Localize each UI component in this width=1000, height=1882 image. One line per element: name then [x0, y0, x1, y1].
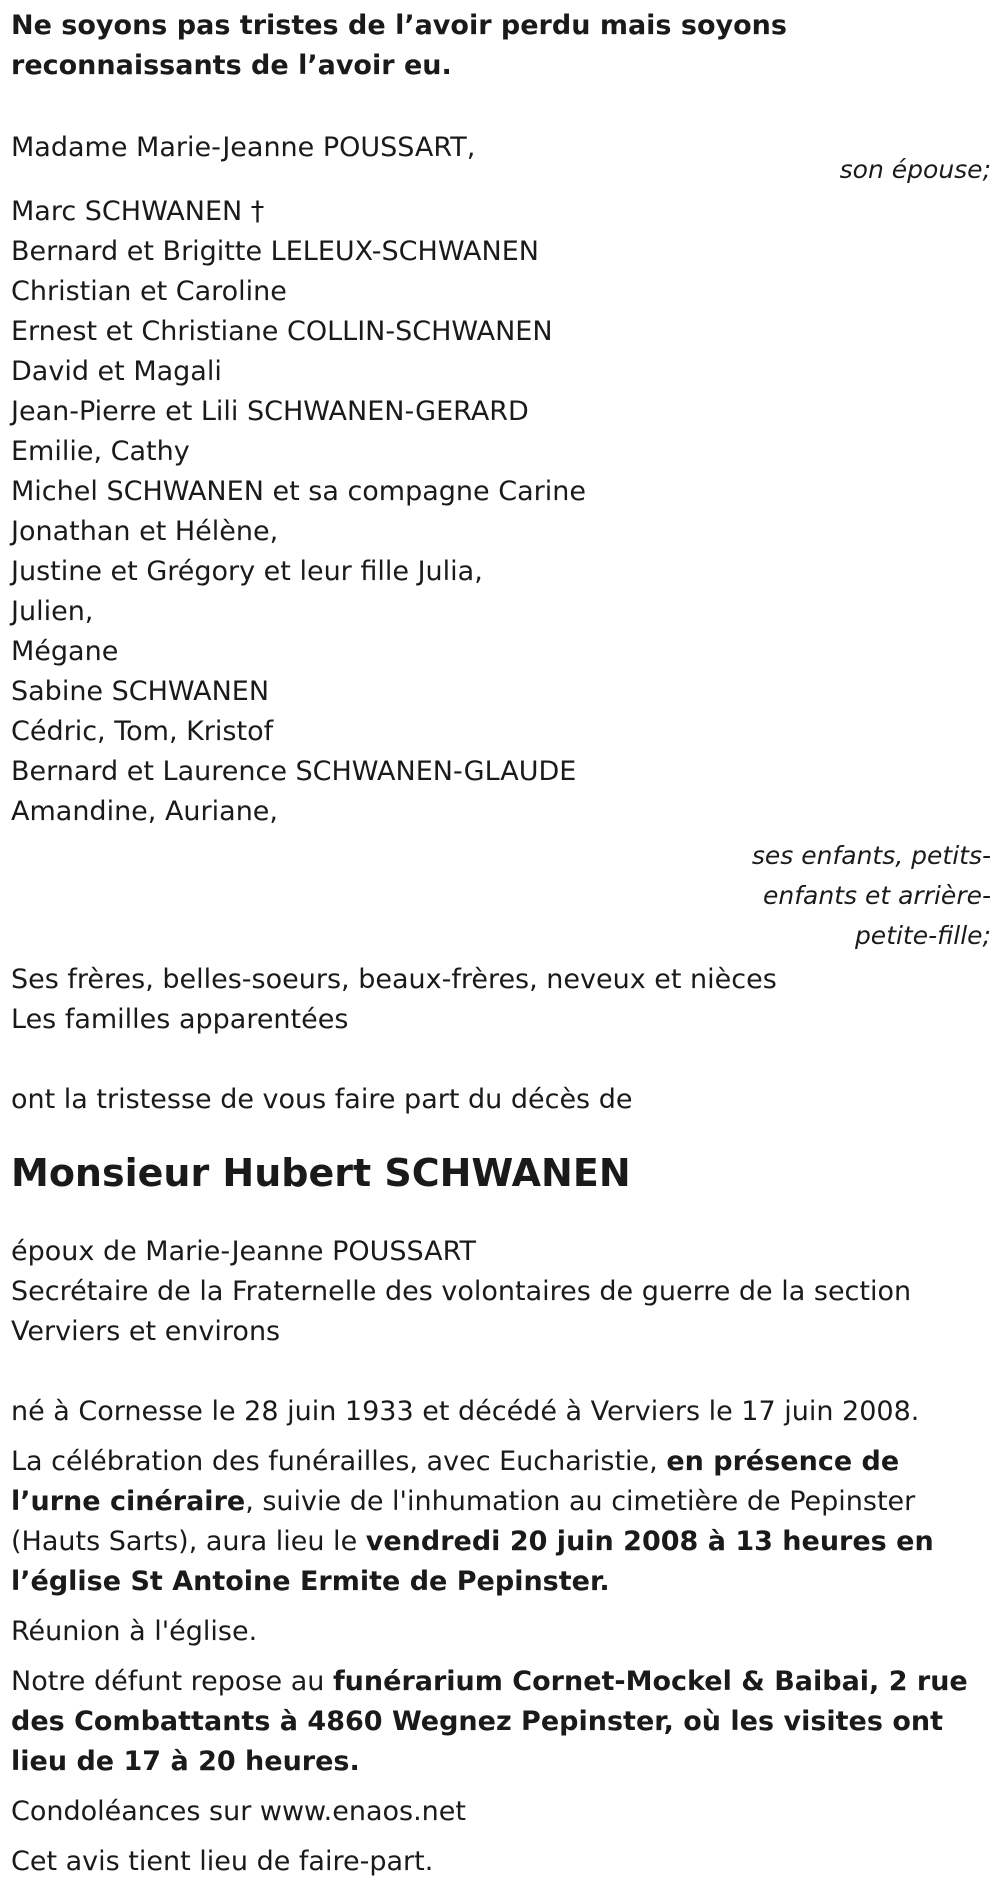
children-line: Cédric, Tom, Kristof — [11, 716, 274, 747]
children-line: Bernard et Brigitte LELEUX-SCHWANEN — [11, 236, 539, 267]
spouse-name: Madame Marie-Jeanne POUSSART, — [11, 132, 476, 163]
rest-text: Notre défunt repose au — [11, 1666, 333, 1697]
announcement-text: ont la tristesse de vous faire part du décès de — [11, 1084, 633, 1115]
children-line: Mégane — [11, 636, 119, 667]
condolences-line: Condoléances sur www.enaos.net — [11, 1796, 466, 1827]
closing-line: Cet avis tient lieu de faire-part. — [11, 1846, 434, 1877]
children-line: Justine et Grégory et leur fille Julia, — [11, 556, 483, 587]
children-line: Emilie, Cathy — [11, 436, 190, 467]
family-line: Ses frères, belles-soeurs, beaux-frères, neveux et nièces — [11, 964, 777, 995]
children-role — [11, 836, 991, 956]
children-line: Marc SCHWANEN † — [11, 196, 265, 227]
children-role-line: ses enfants, petits- — [751, 841, 991, 870]
funeral-paragraph — [11, 1442, 991, 1602]
ceremony-date-place: vendredi 20 juin 2008 à 13 heures en l’église St Antoine Ermite de Pepinster. — [11, 1526, 934, 1597]
children-line: Bernard et Laurence SCHWANEN-GLAUDE — [11, 756, 577, 787]
funeral-text: La célébration des funérailles, avec Eucharistie, — [11, 1446, 667, 1477]
motto-quote: Ne soyons pas tristes de l’avoir perdu mais soyons reconnaissants de l’avoir eu. — [11, 10, 787, 81]
rest-paragraph — [11, 1662, 991, 1782]
obituary-notice — [11, 0, 991, 1882]
children-line: Julien, — [11, 596, 94, 627]
family-line: Les familles apparentées — [11, 1004, 349, 1035]
deceased-name: Monsieur Hubert SCHWANEN — [11, 1151, 631, 1195]
children-list — [11, 192, 991, 832]
children-role-line: petite-fille; — [854, 921, 991, 950]
role-line: Secrétaire de la Fraternelle des volontaires de guerre de la section — [11, 1276, 912, 1307]
role-line: Verviers et environs — [11, 1316, 281, 1347]
reunion-line: Réunion à l'église. — [11, 1616, 258, 1647]
funerarium-details: funérarium Cornet-Mockel & Baibai, 2 rue des Combattants à 4860 Wegnez Pepinster, où les visites ont lieu de 17 à 20 heures. — [11, 1666, 968, 1777]
burial-text: , suivie de l'inhumation au cimetière de Pepinster (Hauts Sarts), aura lieu le — [11, 1486, 916, 1557]
children-line: Michel SCHWANEN et sa compagne Carine — [11, 476, 586, 507]
children-line: Sabine SCHWANEN — [11, 676, 270, 707]
children-line: Jean-Pierre et Lili SCHWANEN-GERARD — [11, 396, 529, 427]
children-line: Christian et Caroline — [11, 276, 287, 307]
children-role-line: enfants et arrière- — [763, 881, 991, 910]
birth-death-line: né à Cornesse le 28 juin 1933 et décédé à Verviers le 17 juin 2008. — [11, 1396, 920, 1427]
children-line: Amandine, Auriane, — [11, 796, 278, 827]
children-line: Jonathan et Hélène, — [11, 516, 279, 547]
spouse-of-line: époux de Marie-Jeanne POUSSART — [11, 1236, 476, 1267]
children-line: David et Magali — [11, 356, 222, 387]
urn-text: en présence de l’urne cinéraire — [11, 1446, 900, 1517]
spouse-role: son épouse; — [839, 155, 991, 184]
children-line: Ernest et Christiane COLLIN-SCHWANEN — [11, 316, 553, 347]
